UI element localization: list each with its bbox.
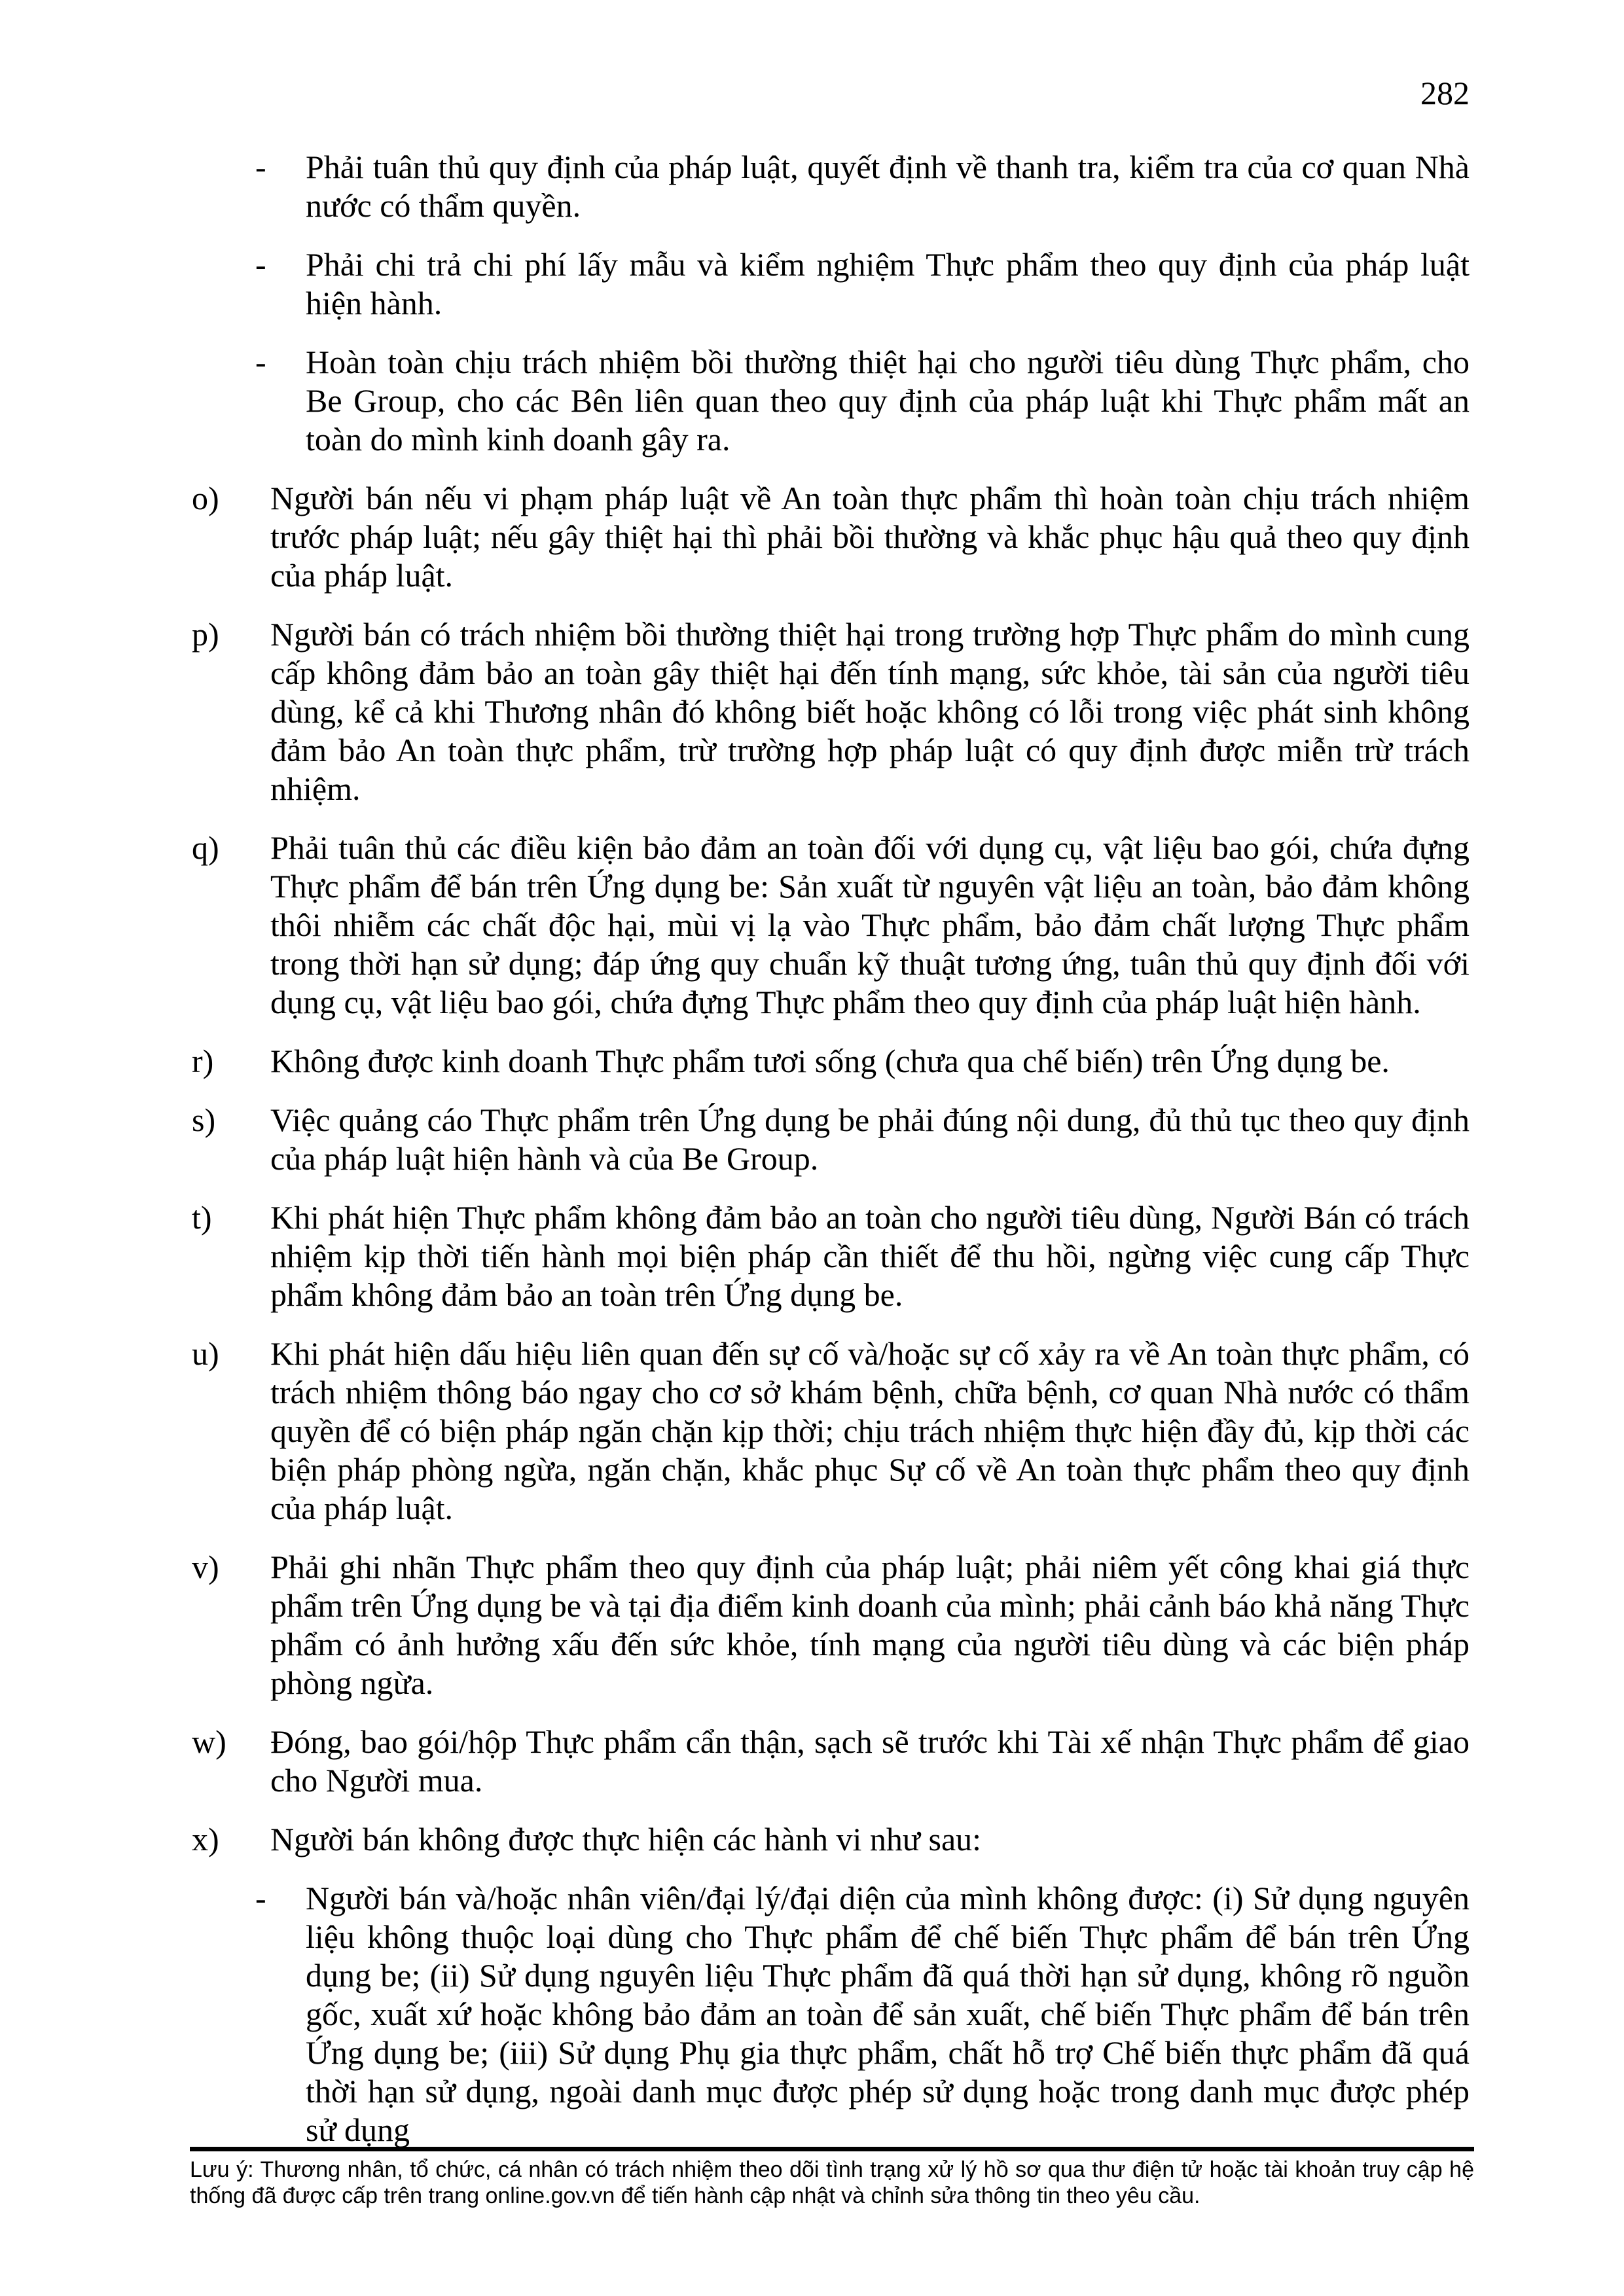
item-text: Không được kinh doanh Thực phẩm tươi sống (chưa qua chế biến) trên Ứng dụng be.: [270, 1043, 1390, 1079]
item-label: u): [192, 1335, 219, 1372]
item-text: Đóng, bao gói/hộp Thực phẩm cẩn thận, sạch sẽ trước khi Tài xế nhận Thực phẩm để giao cho Người mua.: [270, 1723, 1470, 1799]
list-item: [255, 343, 1470, 459]
list-item: [192, 1820, 1470, 1859]
list-item: [192, 1723, 1470, 1800]
item-text: Người bán và/hoặc nhân viên/đại lý/đại diện của mình không được: (i) Sử dụng nguyên liệu không thuộc loại dùng cho Thực phẩm để chế biến Thực phẩm để bán trên Ứng dụng be; (ii) Sử dụng nguyên liệu Thực phẩm đã quá thời hạn sử dụng, không rõ nguồn gốc, xuất xứ hoặc không bảo đảm an toàn để sản xuất, chế biến Thực phẩm để bán trên Ứng dụng be; (iii) Sử dụng Phụ gia thực phẩm, chất hỗ trợ Chế biến thực phẩm đã quá thời hạn sử dụng, ngoài danh mục được phép sử dụng hoặc trong danh mục được phép sử dụng: [306, 1880, 1470, 2148]
item-text: Khi phát hiện dấu hiệu liên quan đến sự cố và/hoặc sự cố xảy ra về An toàn thực phẩm, có trách nhiệm thông báo ngay cho cơ sở khám bệnh, chữa bệnh, cơ quan Nhà nước có thẩm quyền để có biện pháp ngăn chặn kịp thời; chịu trách nhiệm thực hiện đầy đủ, kịp thời các biện pháp phòng ngừa, ngăn chặn, khắc phục Sự cố về An toàn thực phẩm theo quy định của pháp luật.: [270, 1335, 1470, 1526]
list-item: [192, 615, 1470, 808]
item-text: Người bán có trách nhiệm bồi thường thiệt hại trong trường hợp Thực phẩm do mình cung cấp không đảm bảo an toàn gây thiệt hại đến tính mạng, sức khỏe, tài sản của người tiêu dùng, kể cả khi Thương nhân đó không biết hoặc không có lỗi trong việc phát sinh không đảm bảo An toàn thực phẩm, trừ trường hợp pháp luật có quy định được miễn trừ trách nhiệm.: [270, 616, 1470, 807]
item-text: Khi phát hiện Thực phẩm không đảm bảo an toàn cho người tiêu dùng, Người Bán có trách nhiệm kịp thời tiến hành mọi biện pháp cần thiết để thu hồi, ngừng việc cung cấp Thực phẩm không đảm bảo an toàn trên Ứng dụng be.: [270, 1199, 1470, 1313]
item-label: r): [192, 1043, 214, 1079]
list-item: [255, 245, 1470, 323]
item-label: o): [192, 480, 219, 516]
item-label: -: [255, 149, 266, 185]
list-item: [192, 479, 1470, 595]
list-item: [192, 1548, 1470, 1702]
item-text: Việc quảng cáo Thực phẩm trên Ứng dụng be phải đúng nội dung, đủ thủ tục theo quy định của pháp luật hiện hành và của Be Group.: [270, 1102, 1470, 1177]
item-label: v): [192, 1549, 219, 1585]
list-item: [255, 148, 1470, 225]
item-label: q): [192, 829, 219, 866]
list-item: [192, 829, 1470, 1022]
item-list: [192, 148, 1470, 2170]
item-text: Người bán nếu vi phạm pháp luật về An toàn thực phẩm thì hoàn toàn chịu trách nhiệm trước pháp luật; nếu gây thiệt hại thì phải bồi thường và khắc phục hậu quả theo quy định của pháp luật.: [270, 480, 1470, 594]
item-label: w): [192, 1723, 226, 1760]
page-number: 282: [1420, 75, 1470, 111]
item-text: Phải tuân thủ các điều kiện bảo đảm an toàn đối với dụng cụ, vật liệu bao gói, chứa đựng Thực phẩm để bán trên Ứng dụng be: Sản xuất từ nguyên vật liệu an toàn, bảo đảm không thôi nhiễm các chất độc hại, mùi vị lạ vào Thực phẩm, bảo đảm chất lượng Thực phẩm trong thời hạn sử dụng; đáp ứng quy chuẩn kỹ thuật tương ứng, tuân thủ quy định đối với dụng cụ, vật liệu bao gói, chứa đựng Thực phẩm theo quy định của pháp luật hiện hành.: [270, 829, 1470, 1020]
list-item: [192, 1101, 1470, 1178]
list-item: [192, 1198, 1470, 1314]
item-label: p): [192, 616, 219, 653]
item-text: Người bán không được thực hiện các hành vi như sau:: [270, 1821, 982, 1857]
item-text: Phải tuân thủ quy định của pháp luật, quyết định về thanh tra, kiểm tra của cơ quan Nhà nước có thẩm quyền.: [306, 149, 1470, 224]
item-label: -: [255, 246, 266, 283]
item-label: s): [192, 1102, 216, 1138]
item-label: t): [192, 1199, 212, 1236]
item-label: -: [255, 344, 266, 380]
item-text: Phải chi trả chi phí lấy mẫu và kiểm nghiệm Thực phẩm theo quy định của pháp luật hiện hành.: [306, 246, 1470, 321]
item-text: Phải ghi nhãn Thực phẩm theo quy định của pháp luật; phải niêm yết công khai giá thực phẩm trên Ứng dụng be và tại địa điểm kinh doanh của mình; phải cảnh báo khả năng Thực phẩm có ảnh hưởng xấu đến sức khỏe, tính mạng của người tiêu dùng và các biện pháp phòng ngừa.: [270, 1549, 1470, 1701]
list-item: [192, 1042, 1470, 1081]
list-item: [255, 1879, 1470, 2149]
item-label: -: [255, 1880, 266, 1916]
footer-note-text: Lưu ý: Thương nhân, tổ chức, cá nhân có trách nhiệm theo dõi tình trạng xử lý hồ sơ qua thư điện tử hoặc tài khoản truy cập hệ thống đã được cấp trên trang online.gov.vn để tiến hành cập nhật và chỉnh sửa thông tin theo yêu cầu.: [190, 2157, 1474, 2208]
footer-note: [190, 2147, 1474, 2209]
item-label: x): [192, 1821, 219, 1857]
item-text: Hoàn toàn chịu trách nhiệm bồi thường thiệt hại cho người tiêu dùng Thực phẩm, cho Be Group, cho các Bên liên quan theo quy định của pháp luật khi Thực phẩm mất an toàn do mình kinh doanh gây ra.: [306, 344, 1470, 457]
list-item: [192, 1335, 1470, 1528]
